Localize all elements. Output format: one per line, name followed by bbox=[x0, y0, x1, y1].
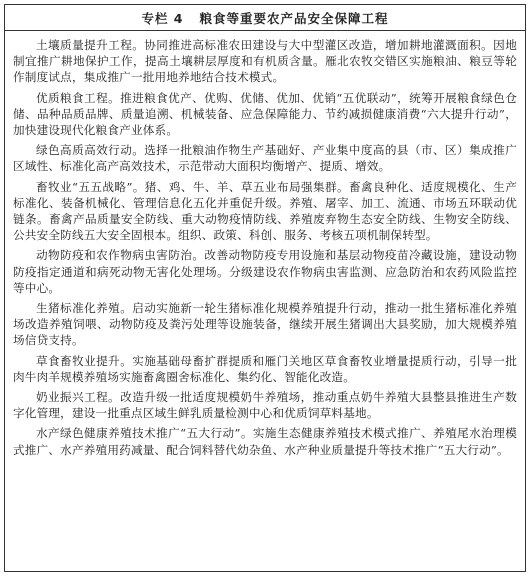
paragraph-soil-quality: 土壤质量提升工程。协同推进高标准农田建设与大中型灌区改造，增加耕地灌溉面积。因地制宜推广耕地保护工作，提高土壤耕层厚度和有机质含量。雁北农牧交错区实施粮油、粮豆等轮作制度试点，集成推广一批用地养地结合技术模式。 bbox=[13, 38, 517, 85]
paragraph-herbivore-husbandry: 草食畜牧业提升。实施基础母畜扩群提质和雁门关地区草食畜牧业增量提质行动，引导一批肉牛肉羊规模养殖场实施畜禽圈舍标准化、集约化、智能化改造。 bbox=[13, 353, 517, 384]
paragraph-aquaculture: 水产绿色健康养殖技术推广“五大行动”。实施生态健康养殖技术模式推广、养殖尾水治理模式推广、水产养殖用药减量、配合饲料替代幼杂鱼、水产种业质量提升等技术推广“五大行动”。 bbox=[13, 426, 517, 457]
box-title bbox=[141, 9, 388, 27]
paragraph-green-efficiency: 绿色高质高效行动。选择一批粮油作物生产基础好、产业集中度高的县（市、区）集成推广区域性、标准化高产高效技术，示范带动大面积均衡增产、提质、增效。 bbox=[13, 143, 517, 174]
paragraph-livestock-strategy: 畜牧业“五五战略”。猪、鸡、牛、羊、草五业布局强集群。畜禽良种化、适度规模化、生产标准化、装备机械化、管理信息化五化并重促升级。养殖、屠宰、加工、流通、市场五环联动优链条。畜禽产品质量安全防线、重大动物疫情防线、养殖废弃物生态安全防线、生物安全防线、公共安全防线五大安全固根本。组织、政策、科创、服务、考核五项机制保转型。 bbox=[13, 179, 517, 243]
box-title-text: 粮食等重要农产品安全保障工程 bbox=[199, 10, 389, 26]
paragraph-dairy-revitalization: 奶业振兴工程。改造升级一批适度规模奶牛养殖场，推动重点奶牛养殖大县整县推进生产数字化管理，建设一批重点区域生鲜乳质量检测中心和优质饲草料基地。 bbox=[13, 390, 517, 421]
box-header bbox=[5, 5, 525, 31]
box-body bbox=[5, 31, 525, 458]
paragraph-quality-grain: 优质粮食工程。推进粮食优产、优购、优储、优加、优销“五优联动”，统筹开展粮食绿色仓储、品种品质品牌、质量追溯、机械装备、应急保障能力、节约减损健康消费“六大提升行动”，加快建设现代化粮食产业体系。 bbox=[13, 90, 517, 138]
box-label: 专栏 4 bbox=[141, 10, 184, 26]
paragraph-pig-farming: 生猪标准化养殖。启动实施新一轮生猪标准化规模养殖提升行动，推动一批生猪标准化养殖场改造养殖饲喂、动物防疫及粪污处理等设施装备，继续开展生猪调出大县奖励，加大规模养殖场信贷支持。 bbox=[13, 301, 517, 348]
paragraph-disease-control: 动物防疫和农作物病虫害防治。改善动物防疫专用设施和基层动物疫苗冷藏设施，建设动物防疫指定通道和病死动物无害化处理场。分级建设农作物病虫害监测、应急防治和农药风险监控等中心。 bbox=[13, 248, 517, 295]
feature-box bbox=[4, 4, 526, 572]
